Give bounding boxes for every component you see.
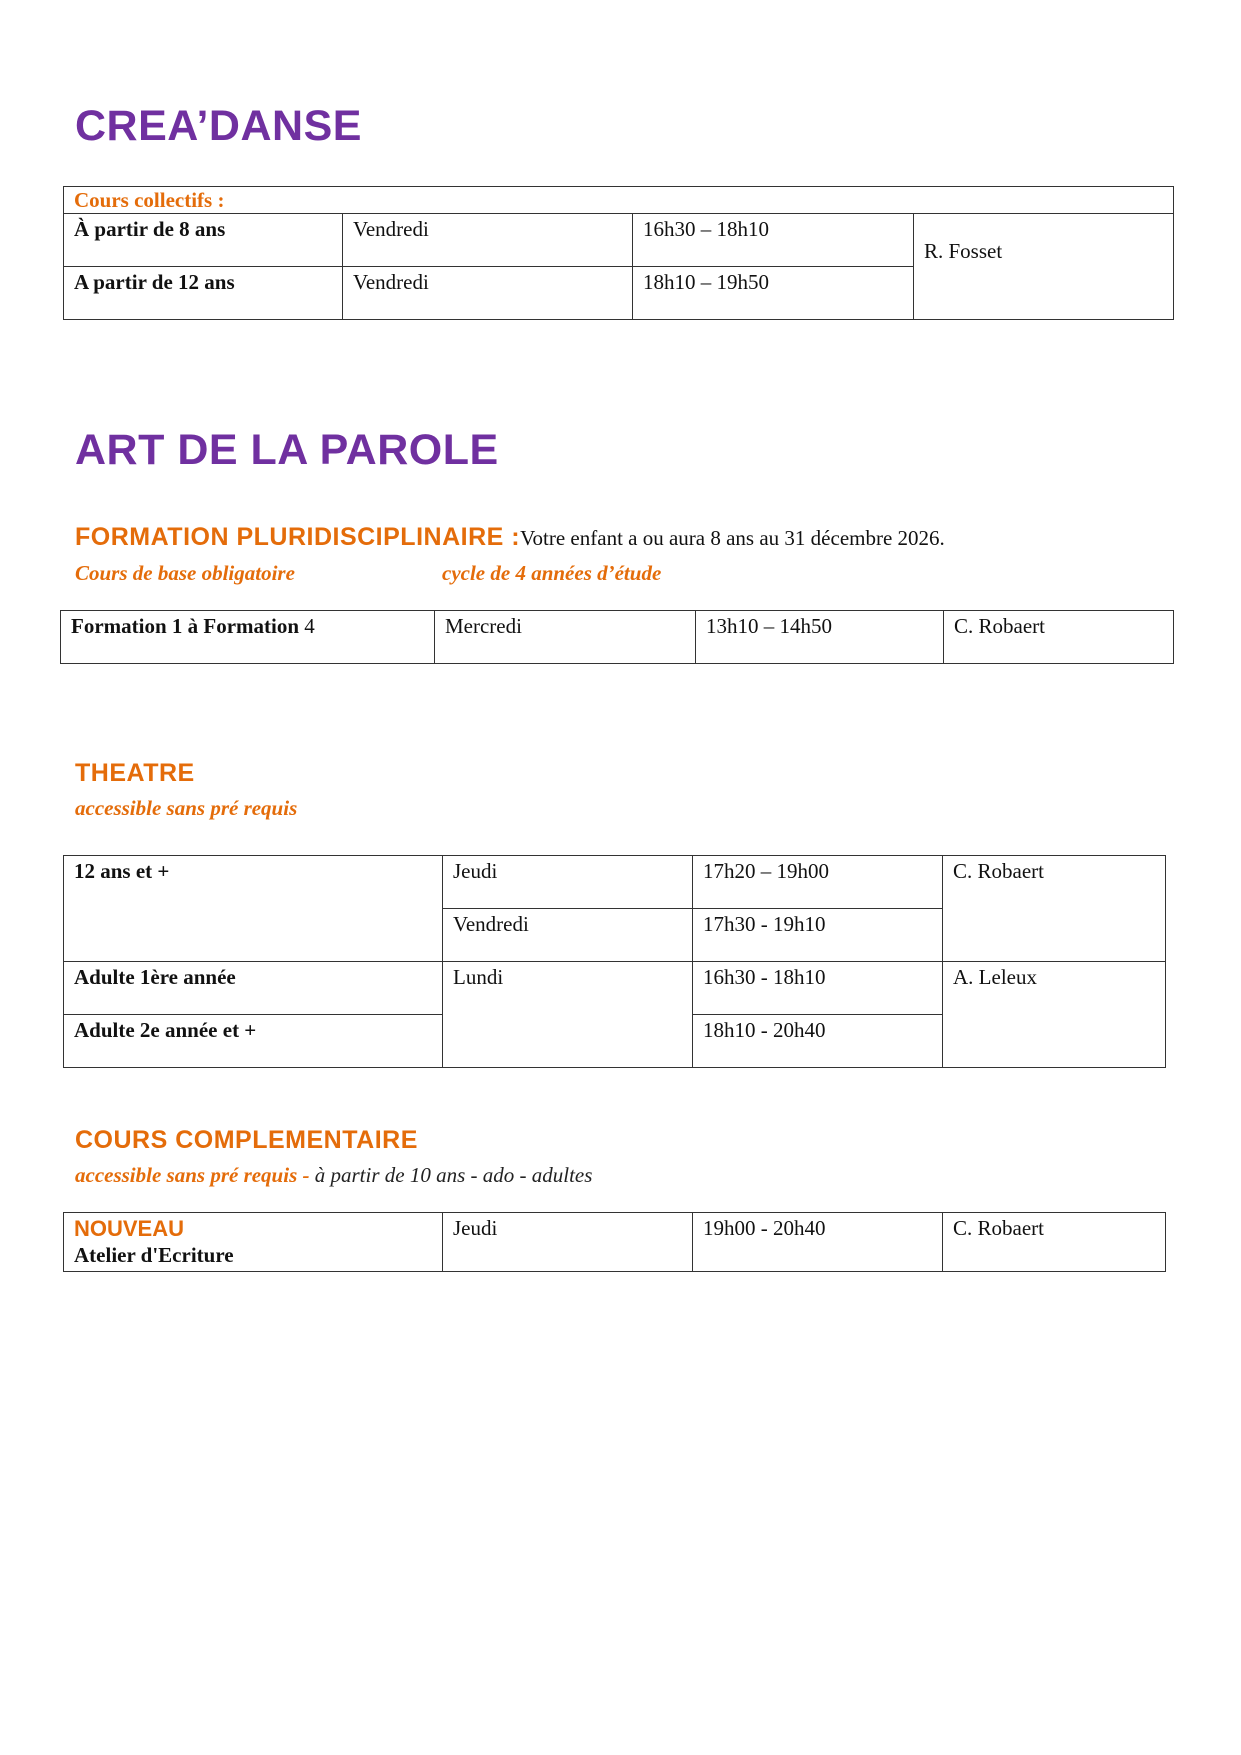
age-cell: A partir de 12 ans bbox=[64, 267, 343, 320]
theatre-table bbox=[63, 855, 1166, 1068]
formation-table bbox=[60, 610, 1174, 664]
teacher-cell: C. Robaert bbox=[943, 856, 1166, 962]
time-cell: 16h30 - 18h10 bbox=[693, 962, 943, 1015]
atelier-label: Atelier d'Ecriture bbox=[74, 1243, 234, 1267]
formation-sub-right: cycle de 4 années d’étude bbox=[442, 561, 662, 585]
formation-sub-left: Cours de base obligatoire bbox=[75, 561, 295, 585]
day-cell: Vendredi bbox=[343, 214, 633, 267]
table-row bbox=[64, 962, 1166, 1015]
day-cell: Mercredi bbox=[435, 611, 696, 664]
art-parole-title: ART DE LA PAROLE bbox=[75, 426, 499, 474]
day-cell: Vendredi bbox=[443, 909, 693, 962]
teacher-cell: C. Robaert bbox=[943, 1213, 1166, 1272]
day-cell: Lundi bbox=[443, 962, 693, 1068]
day-cell: Jeudi bbox=[443, 1213, 693, 1272]
table-row bbox=[64, 856, 1166, 909]
time-cell: 16h30 – 18h10 bbox=[633, 214, 914, 267]
age-cell: Adulte 1ère année bbox=[64, 962, 443, 1015]
teacher-cell: C. Robaert bbox=[944, 611, 1174, 664]
time-cell: 19h00 - 20h40 bbox=[693, 1213, 943, 1272]
atelier-cell bbox=[64, 1213, 443, 1272]
age-cell: À partir de 8 ans bbox=[64, 214, 343, 267]
day-cell: Vendredi bbox=[343, 267, 633, 320]
formation-heading: FORMATION PLURIDISCIPLINAIRE : bbox=[75, 523, 521, 551]
table-row bbox=[64, 214, 1174, 267]
table-row bbox=[64, 1213, 1166, 1272]
day-cell: Jeudi bbox=[443, 856, 693, 909]
age-cell: 12 ans et + bbox=[64, 856, 443, 962]
time-cell: 13h10 – 14h50 bbox=[696, 611, 944, 664]
table-header: Cours collectifs : bbox=[64, 187, 1174, 214]
formation-heading-line bbox=[75, 523, 945, 552]
creadanse-title: CREA’DANSE bbox=[75, 102, 362, 150]
theatre-sub: accessible sans pré requis bbox=[75, 796, 298, 820]
time-cell: 17h30 - 19h10 bbox=[693, 909, 943, 962]
time-cell: 18h10 – 19h50 bbox=[633, 267, 914, 320]
theatre-heading: THEATRE bbox=[75, 759, 195, 787]
age-cell: Adulte 2e année et + bbox=[64, 1015, 443, 1068]
teacher-cell: A. Leleux bbox=[943, 962, 1166, 1068]
creadanse-table bbox=[63, 186, 1174, 320]
complementaire-heading: COURS COMPLEMENTAIRE bbox=[75, 1126, 418, 1154]
complementaire-sub: accessible sans pré requis - à partir de 10 ans - ado - adultes bbox=[75, 1163, 593, 1187]
complementaire-table bbox=[63, 1212, 1166, 1272]
table-row bbox=[61, 611, 1174, 664]
nouveau-badge: NOUVEAU bbox=[74, 1216, 185, 1241]
teacher-cell: R. Fosset bbox=[914, 214, 1174, 320]
time-cell: 17h20 – 19h00 bbox=[693, 856, 943, 909]
formation-label-cell: Formation 1 à Formation 4 bbox=[61, 611, 435, 664]
time-cell: 18h10 - 20h40 bbox=[693, 1015, 943, 1068]
formation-note: Votre enfant a ou aura 8 ans au 31 décembre 2026. bbox=[520, 526, 945, 550]
